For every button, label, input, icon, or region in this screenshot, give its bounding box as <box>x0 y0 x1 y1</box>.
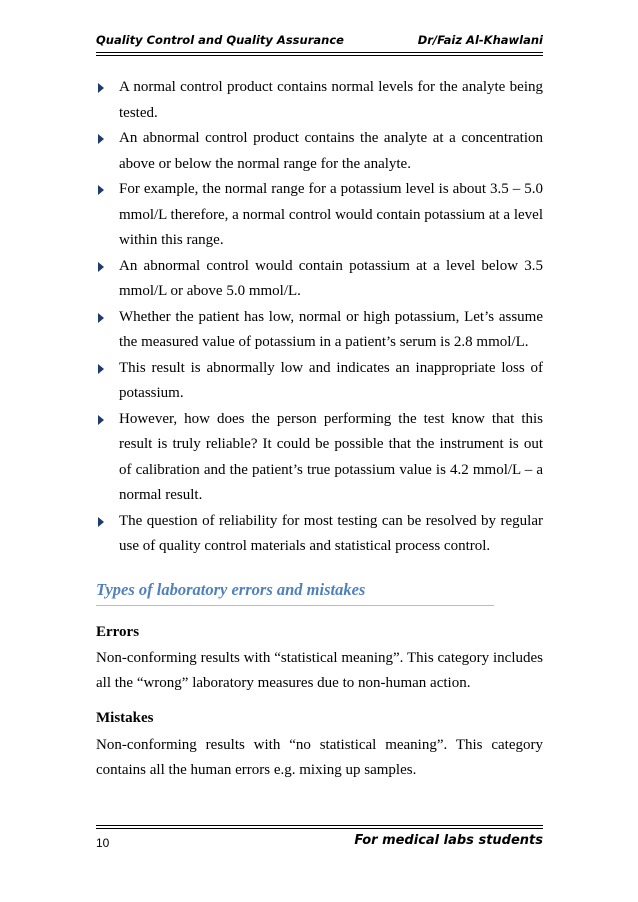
triangle-bullet-icon <box>98 364 104 374</box>
triangle-bullet-icon <box>98 313 104 323</box>
list-item-text: However, how does the person performing the test know that this result is truly reliable? It could be possible that the instrument is out of calibration and the patient’s true potassium value is 4.2 mmol/L – a normal result. <box>119 410 543 503</box>
header-rule-top <box>96 52 543 53</box>
page-header <box>96 33 543 51</box>
list-item <box>96 254 543 305</box>
errors-paragraph: Non-conforming results with “statistical meaning”. This category includes all the “wrong” laboratory measures due to non-human action. <box>96 650 543 691</box>
list-item <box>96 407 543 509</box>
section-underline <box>96 605 494 606</box>
section-title: Types of laboratory errors and mistakes <box>96 580 366 599</box>
list-item-text: An abnormal control product contains the analyte at a concentration above or below the normal range for the analyte. <box>119 130 543 172</box>
triangle-bullet-icon <box>98 83 104 93</box>
mistakes-paragraph: Non-conforming results with “no statistical meaning”. This category contains all the human errors e.g. mixing up samples. <box>96 737 543 778</box>
list-item <box>96 305 543 356</box>
list-item <box>96 126 543 177</box>
triangle-bullet-icon <box>98 262 104 272</box>
footer-caption: For medical labs students <box>354 833 543 848</box>
triangle-bullet-icon <box>98 415 104 425</box>
triangle-bullet-icon <box>98 134 104 144</box>
footer-rule-top <box>96 825 543 826</box>
list-item-text: Whether the patient has low, normal or high potassium, Let’s assume the measured value of potassium in a patient’s serum is 2.8 mmol/L. <box>119 308 543 350</box>
list-item <box>96 509 543 560</box>
errors-heading: Errors <box>96 624 140 640</box>
list-item <box>96 356 543 407</box>
bullet-list <box>96 75 543 560</box>
triangle-bullet-icon <box>98 185 104 195</box>
header-title: Quality Control and Quality Assurance <box>96 33 344 47</box>
list-item <box>96 177 543 254</box>
list-item-text: A normal control product contains normal levels for the analyte being tested. <box>119 79 543 121</box>
list-item-text: The question of reliability for most testing can be resolved by regular use of quality control materials and statistical process control. <box>119 512 543 554</box>
list-item <box>96 75 543 126</box>
list-item-text: An abnormal control would contain potassium at a level below 3.5 mmol/L or above 5.0 mmol/L. <box>119 257 543 299</box>
list-item-text: This result is abnormally low and indicates an inappropriate loss of potassium. <box>119 359 543 401</box>
triangle-bullet-icon <box>98 517 104 527</box>
list-item-text: For example, the normal range for a potassium level is about 3.5 – 5.0 mmol/L therefore, a normal control would contain potassium at a level within this range. <box>119 181 543 248</box>
mistakes-heading: Mistakes <box>96 710 154 726</box>
page-number: 10 <box>96 836 110 850</box>
header-rule-bottom <box>96 55 543 56</box>
footer-rule-bottom <box>96 828 543 829</box>
header-author: Dr/Faiz Al-Khawlani <box>417 33 543 47</box>
